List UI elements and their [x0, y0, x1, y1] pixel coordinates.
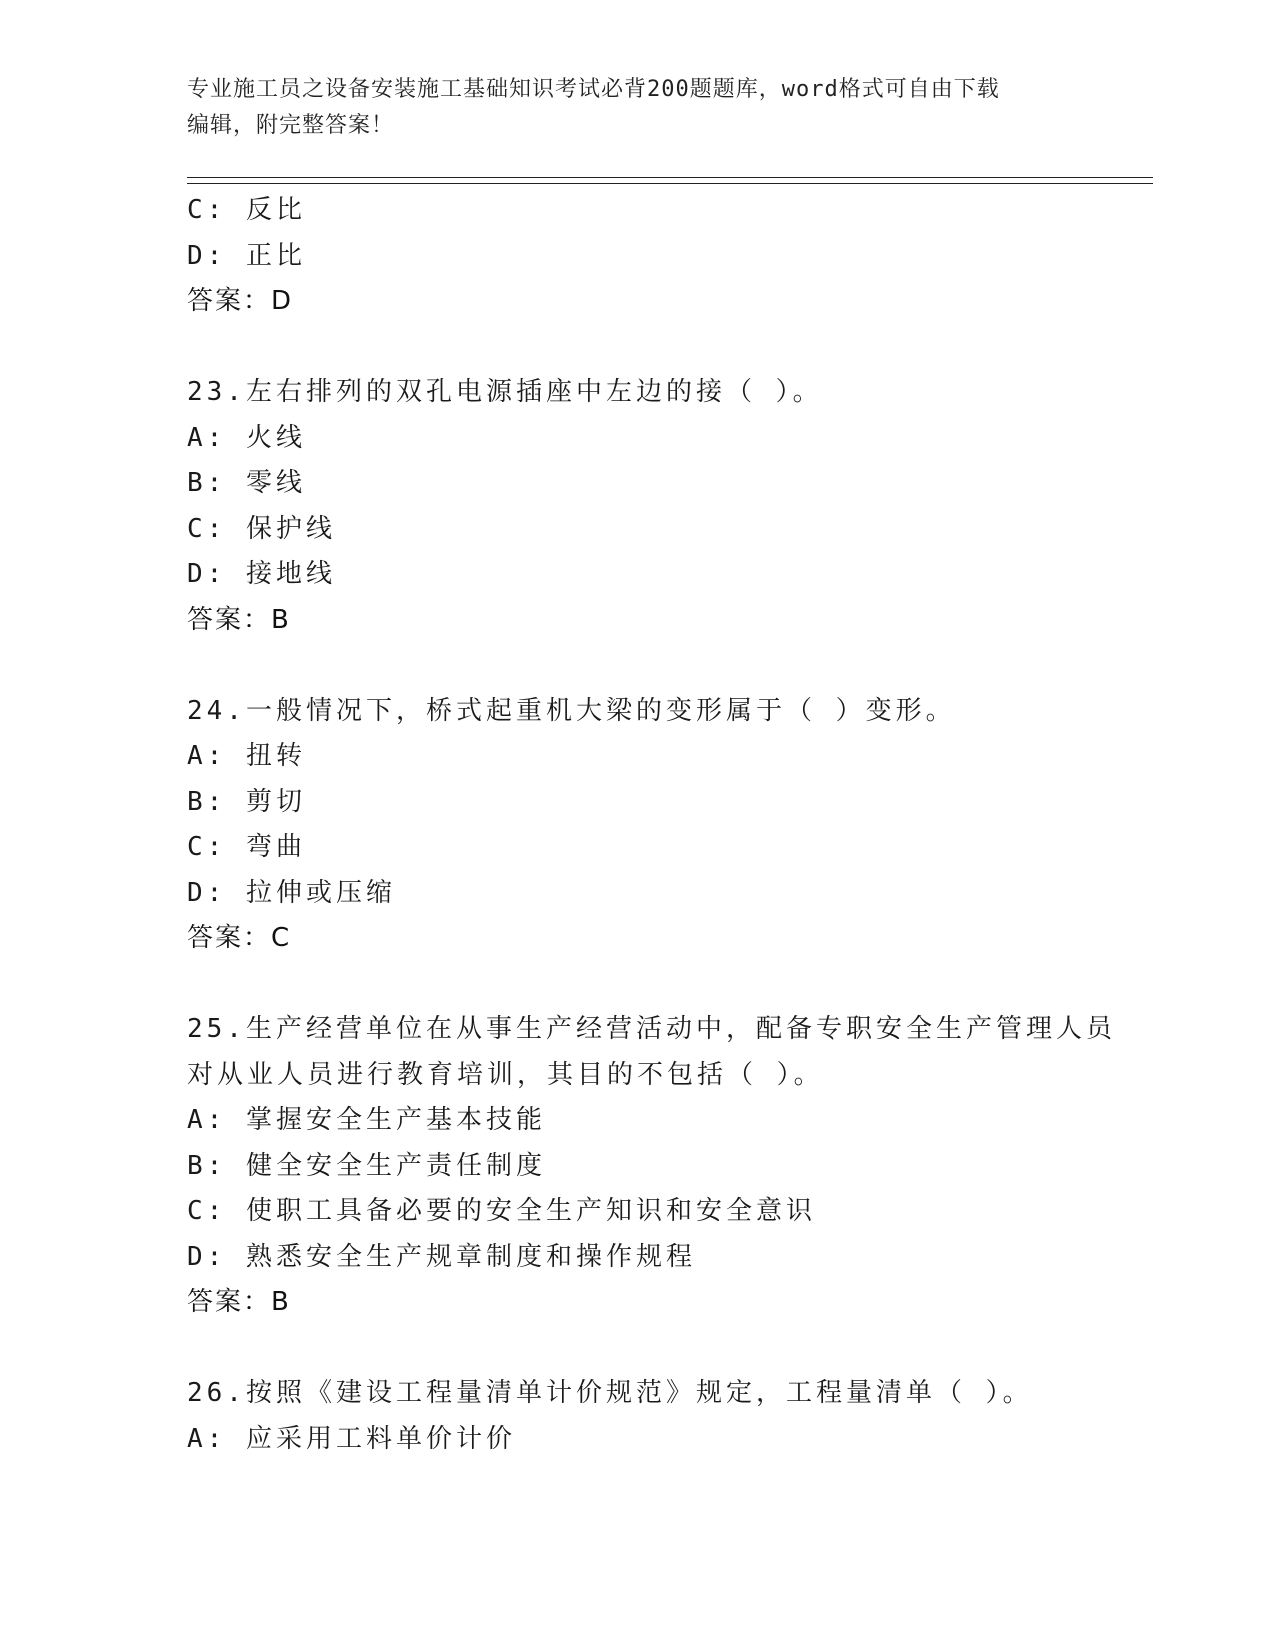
- header-divider: [187, 177, 1153, 184]
- answer-line: 答案：D: [187, 286, 294, 316]
- question-24: [187, 689, 1107, 962]
- option-d: D: 熟悉安全生产规章制度和操作规程: [187, 1241, 696, 1272]
- answer-line: 答案：C: [187, 923, 292, 953]
- document-header: [187, 72, 1087, 144]
- option-b: B: 剪切: [187, 786, 306, 817]
- option-d: D: 接地线: [187, 559, 336, 589]
- question-23: [187, 370, 1107, 643]
- option-c: C: 保护线: [187, 513, 336, 544]
- answer-line: 答案：B: [187, 604, 291, 635]
- answer-line: 答案：B: [187, 1287, 291, 1317]
- option-b: B: 零线: [187, 468, 306, 498]
- question-stem: 24.一般情况下，桥式起重机大梁的变形属于（ ）变形。: [187, 695, 956, 726]
- option-a: A: 掌握安全生产基本技能: [187, 1105, 546, 1135]
- option-d: D: 拉伸或压缩: [187, 877, 396, 908]
- question-25: [187, 1007, 1116, 1326]
- header-title-line-2: 编辑，附完整答案！: [187, 113, 395, 138]
- question-list: [187, 188, 1116, 1462]
- question-22-tail: [187, 188, 1107, 325]
- option-a: A: 应采用工料单价计价: [187, 1423, 516, 1454]
- question-26: [187, 1371, 1107, 1462]
- spacer: [187, 1326, 1107, 1372]
- question-stem-line-2: 对从业人员进行教育培训，其目的不包括（ ）。: [187, 1059, 824, 1090]
- header-title-line-1: 专业施工员之设备安装施工基础知识考试必背200题题库，word格式可自由下载: [187, 77, 1000, 102]
- spacer: [187, 643, 1107, 689]
- option-a: A: 火线: [187, 422, 306, 453]
- spacer: [187, 325, 1107, 371]
- option-b: B: 健全安全生产责任制度: [187, 1150, 546, 1181]
- question-stem-line-1: 25.生产经营单位在从事生产经营活动中，配备专职安全生产管理人员: [187, 1014, 1116, 1044]
- question-stem: 26.按照《建设工程量清单计价规范》规定，工程量清单（ ）。: [187, 1378, 1033, 1408]
- option-c: C: 弯曲: [187, 832, 306, 862]
- spacer: [187, 962, 1107, 1008]
- option-c: C: 反比: [187, 195, 306, 225]
- option-c: C: 使职工具备必要的安全生产知识和安全意识: [187, 1196, 816, 1226]
- question-stem: 23.左右排列的双孔电源插座中左边的接（ ）。: [187, 377, 823, 407]
- option-d: D: 正比: [187, 240, 306, 271]
- option-a: A: 扭转: [187, 741, 306, 771]
